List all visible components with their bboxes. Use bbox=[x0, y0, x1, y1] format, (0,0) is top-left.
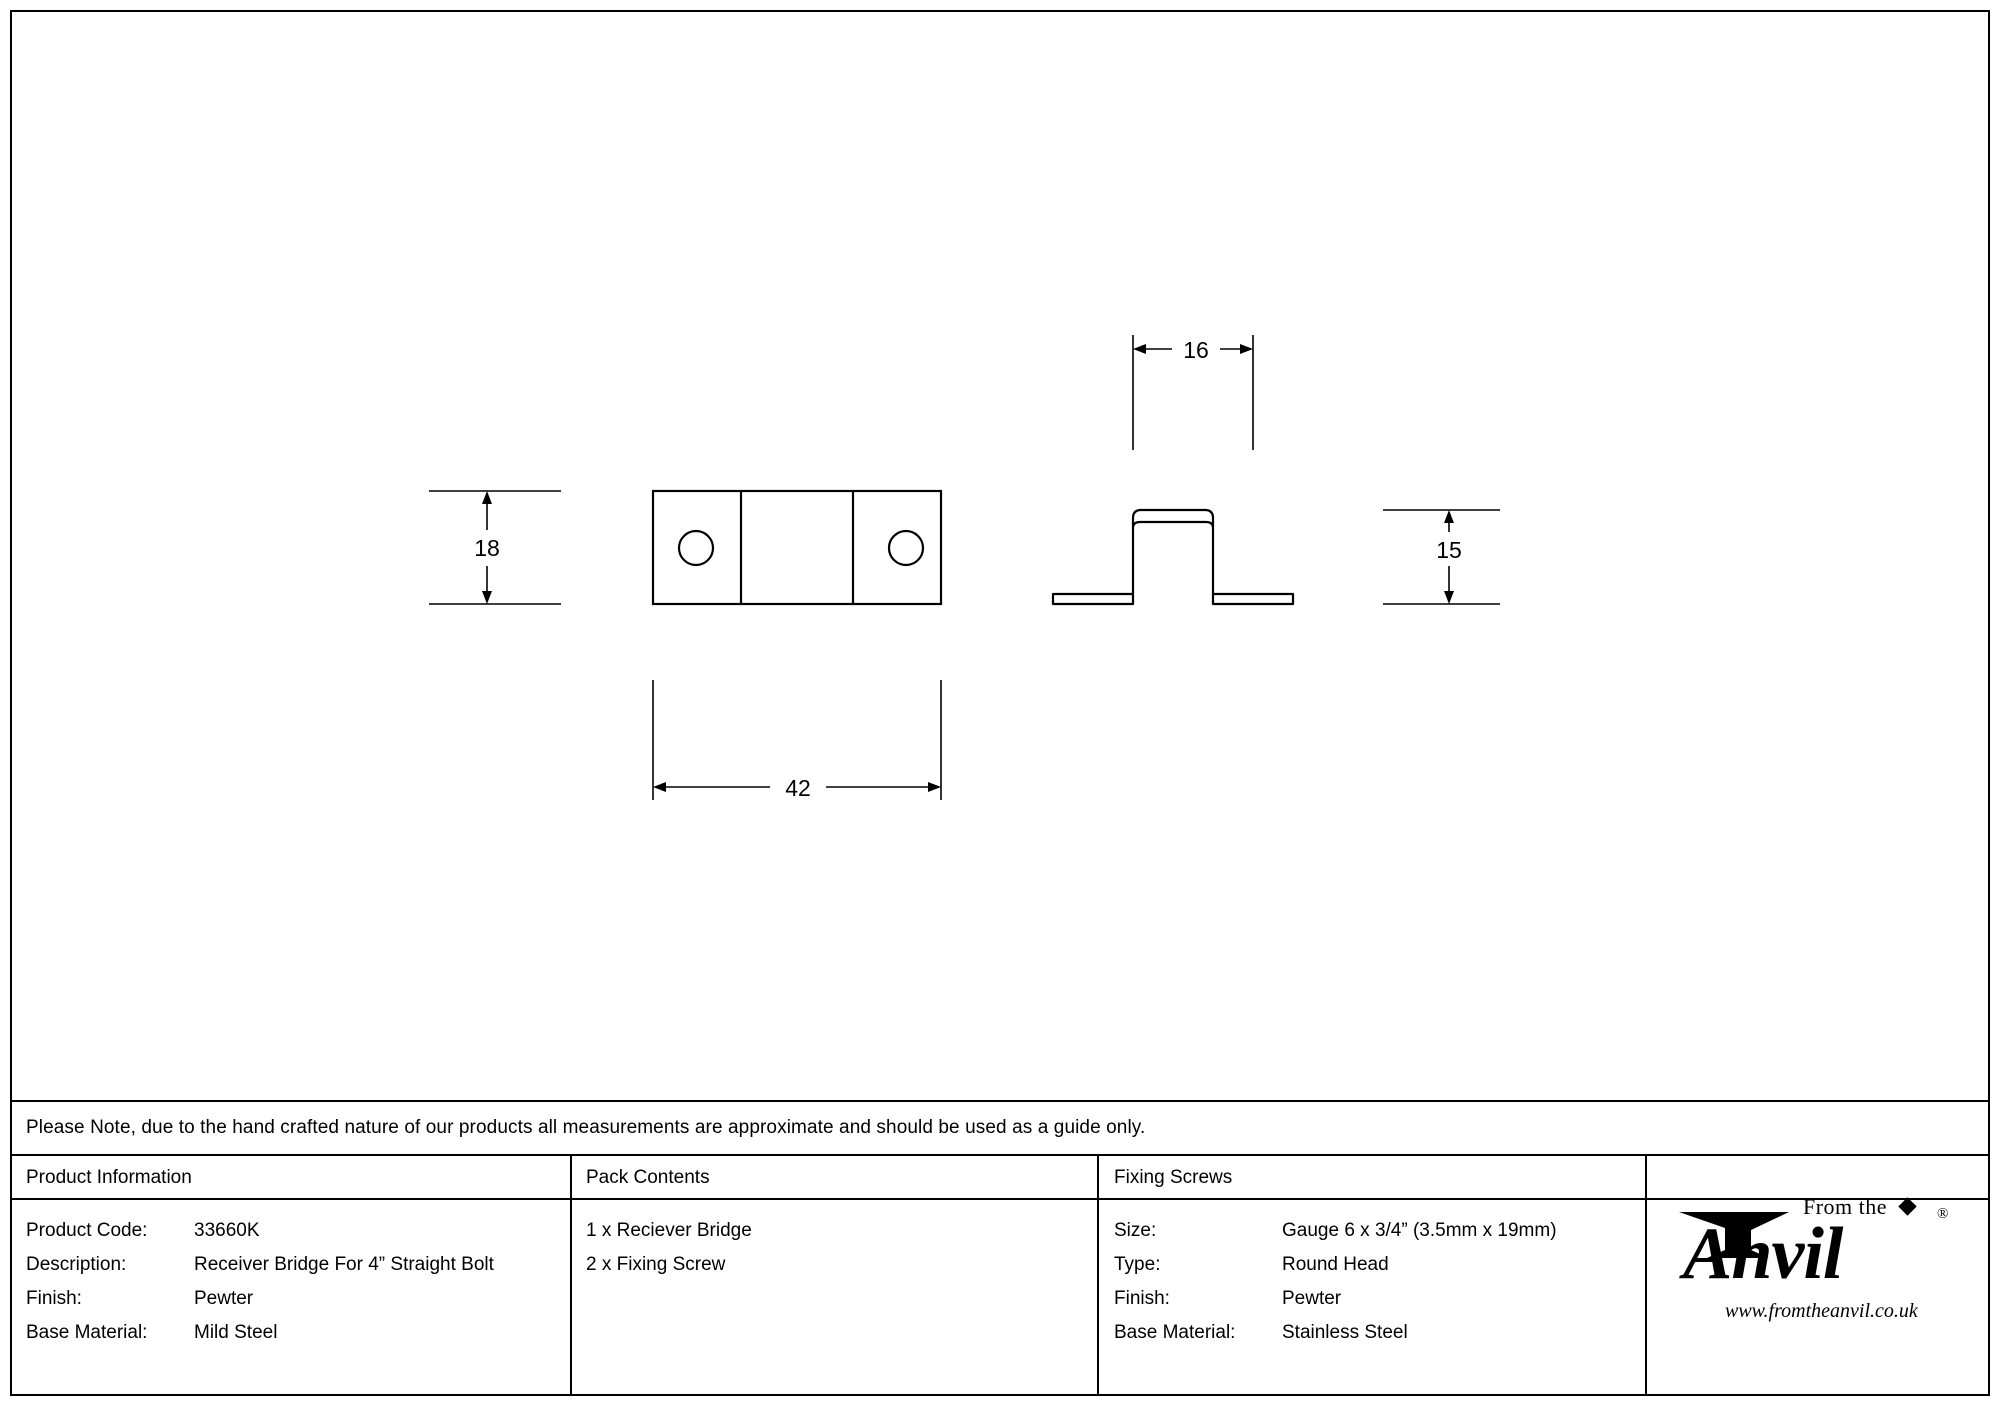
product-code-row bbox=[26, 1214, 556, 1248]
registered-mark: ® bbox=[1937, 1206, 1949, 1222]
dimension-label-42: 42 bbox=[785, 775, 811, 801]
base-material-row bbox=[26, 1316, 556, 1350]
arrow-42-right bbox=[928, 782, 941, 792]
brand-url-text: www.fromtheanvil.co.uk bbox=[1725, 1300, 1918, 1322]
diamond-icon bbox=[1898, 1197, 1916, 1215]
side-view-profile bbox=[1053, 510, 1293, 604]
arrow-15-top bbox=[1444, 510, 1454, 523]
finish-row bbox=[26, 1282, 556, 1316]
front-view-outline bbox=[653, 491, 941, 604]
screw-hole-left bbox=[679, 531, 713, 565]
screw-finish-value: Pewter bbox=[1282, 1288, 1342, 1309]
screw-type-label: Type: bbox=[1114, 1254, 1161, 1275]
brand-logo-inner bbox=[1665, 1192, 1965, 1352]
base-material-value: Mild Steel bbox=[194, 1322, 278, 1343]
description-row bbox=[26, 1248, 556, 1282]
screw-finish-row bbox=[1114, 1282, 1634, 1316]
brand-name-text: Anvil bbox=[1683, 1213, 1843, 1295]
header-divider-2 bbox=[1097, 1156, 1099, 1198]
header-fixing-screws: Fixing Screws bbox=[1114, 1167, 1233, 1188]
body-divider-2 bbox=[1097, 1200, 1099, 1394]
description-label: Description: bbox=[26, 1254, 127, 1275]
pack-contents-block bbox=[586, 1214, 1086, 1282]
product-drawing bbox=[10, 10, 1990, 1100]
product-code-value: 33660K bbox=[194, 1220, 260, 1241]
screw-base-material-label: Base Material: bbox=[1114, 1322, 1236, 1343]
dimension-label-18: 18 bbox=[474, 535, 500, 561]
screw-size-label: Size: bbox=[1114, 1220, 1157, 1241]
screw-size-value: Gauge 6 x 3/4” (3.5mm x 19mm) bbox=[1282, 1220, 1557, 1241]
measurement-note-row bbox=[12, 1100, 1988, 1154]
arrow-16-left bbox=[1133, 344, 1146, 354]
screw-base-material-row bbox=[1114, 1316, 1634, 1350]
screw-base-material-value: Stainless Steel bbox=[1282, 1322, 1408, 1343]
brand-logo bbox=[1645, 1154, 1988, 1394]
product-information-block bbox=[26, 1214, 556, 1350]
dimension-label-15: 15 bbox=[1436, 537, 1462, 563]
finish-label: Finish: bbox=[26, 1288, 82, 1309]
screw-size-row bbox=[1114, 1214, 1634, 1248]
measurement-note-text: Please Note, due to the hand crafted nature of our products all measurements are approximate and should be used as a guide only. bbox=[26, 1117, 1146, 1138]
description-value: Receiver Bridge For 4” Straight Bolt bbox=[194, 1254, 494, 1275]
base-material-label: Base Material: bbox=[26, 1322, 148, 1343]
screw-type-row bbox=[1114, 1248, 1634, 1282]
brand-from-the-text: From the bbox=[1803, 1194, 1888, 1219]
dimension-label-16: 16 bbox=[1183, 337, 1209, 363]
product-code-label: Product Code: bbox=[26, 1220, 148, 1241]
drawing-svg bbox=[10, 10, 1990, 1100]
arrow-15-bottom bbox=[1444, 591, 1454, 604]
screw-finish-label: Finish: bbox=[1114, 1288, 1170, 1309]
pack-contents-item: 1 x Reciever Bridge bbox=[586, 1220, 752, 1241]
screw-type-value: Round Head bbox=[1282, 1254, 1389, 1275]
arrow-16-right bbox=[1240, 344, 1253, 354]
screw-hole-right bbox=[889, 531, 923, 565]
header-product-information: Product Information bbox=[26, 1167, 192, 1188]
arrow-18-top bbox=[482, 491, 492, 504]
finish-value: Pewter bbox=[194, 1288, 254, 1309]
arrow-42-left bbox=[653, 782, 666, 792]
header-divider-1 bbox=[570, 1156, 572, 1198]
fixing-screws-block bbox=[1114, 1214, 1634, 1350]
body-divider-1 bbox=[570, 1200, 572, 1394]
header-pack-contents: Pack Contents bbox=[586, 1167, 710, 1188]
arrow-18-bottom bbox=[482, 591, 492, 604]
pack-contents-item: 2 x Fixing Screw bbox=[586, 1254, 726, 1275]
